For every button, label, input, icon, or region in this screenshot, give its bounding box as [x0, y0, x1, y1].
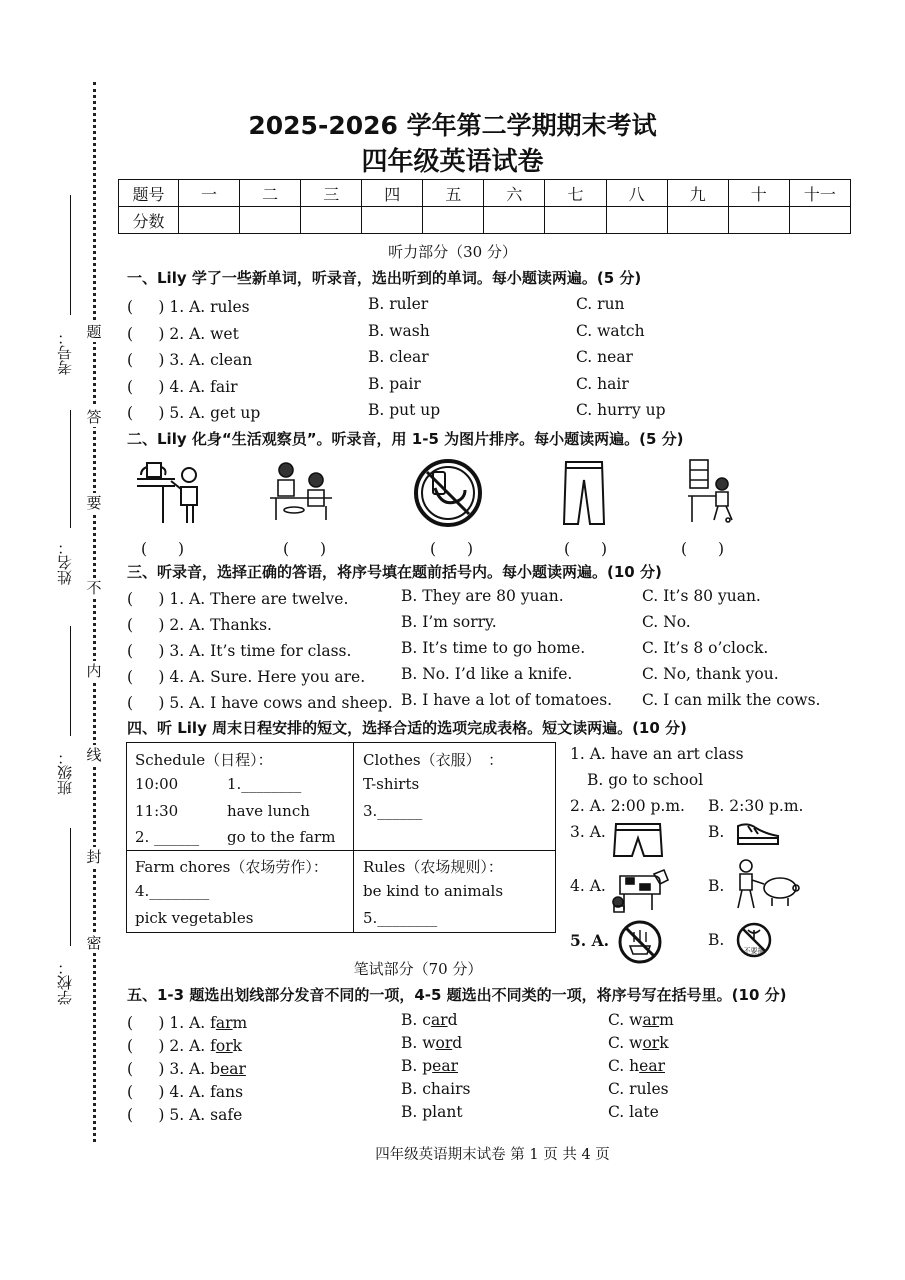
clothes-blank-3[interactable]: 3.______ — [363, 802, 423, 820]
score-cell[interactable] — [728, 207, 789, 234]
boy-with-pig-icon — [734, 858, 802, 912]
s1-q2-a[interactable]: ( ) 2. A. wet — [127, 325, 239, 343]
score-cell[interactable] — [240, 207, 301, 234]
s1-q1-c: C. run — [576, 295, 625, 313]
s4-opt4-a: 4. A. — [570, 877, 606, 895]
s4-opt5-a: 5. A. — [570, 931, 609, 950]
score-header-cell: 三 — [301, 180, 362, 207]
margin-char: 不 — [86, 579, 102, 597]
kettle-boy-icon — [135, 457, 205, 525]
milking-cow-icon — [612, 866, 672, 914]
schedule-activity-3: go to the farm — [227, 828, 336, 846]
score-header-cell: 五 — [423, 180, 484, 207]
score-cell[interactable] — [362, 207, 423, 234]
listening-header: 听力部分（30 分） — [388, 243, 517, 261]
girl-at-desk-icon — [686, 458, 736, 524]
family-dinner-icon — [268, 460, 334, 522]
s2-bracket-5[interactable]: ( ) — [681, 540, 725, 558]
s4-opt1-b: B. go to school — [587, 771, 704, 789]
class-label: 班级： — [56, 750, 74, 795]
schedule-blank-1[interactable]: 1.________ — [227, 775, 302, 793]
trousers-icon — [562, 460, 606, 526]
s5-q4-b: B. chairs — [401, 1080, 471, 1098]
no-phone-sign-icon — [413, 458, 483, 528]
score-header-cell: 十 — [728, 180, 789, 207]
s3-q3-b: B. It’s time to go home. — [401, 639, 586, 657]
name-line — [70, 410, 71, 528]
rules-head: Rules（农场规则）： — [363, 858, 503, 876]
s3-q4-c: C. No, thank you. — [642, 665, 779, 683]
s3-q3-c: C. It’s 8 o’clock. — [642, 639, 769, 657]
name-label: 姓名： — [56, 540, 74, 585]
s5-q3-a[interactable]: ( ) 3. A. bear — [127, 1060, 246, 1078]
s4-opt2-b: B. 2:30 p.m. — [708, 797, 804, 815]
school-line — [70, 828, 71, 946]
s1-q2-b: B. wash — [368, 322, 430, 340]
section3-title: 三、听录音，选择正确的答语，将序号填在题前括号内。每小题读两遍。(10 分) — [127, 563, 662, 581]
score-header-cell: 九 — [667, 180, 728, 207]
s1-q3-b: B. clear — [368, 348, 429, 366]
s5-q5-b: B. plant — [401, 1103, 463, 1121]
score-header-cell: 十一 — [789, 180, 850, 207]
s5-q3-b: B. pear — [401, 1057, 458, 1075]
margin-char: 要 — [86, 494, 102, 512]
s3-q1-c: C. It’s 80 yuan. — [642, 587, 761, 605]
s1-q5-a[interactable]: ( ) 5. A. get up — [127, 404, 261, 422]
margin-char: 封 — [86, 848, 102, 866]
rules-item-1: be kind to animals — [363, 882, 504, 900]
score-header-cell: 一 — [179, 180, 240, 207]
margin-char: 线 — [86, 746, 102, 764]
score-cell[interactable] — [789, 207, 850, 234]
s2-bracket-4[interactable]: ( ) — [564, 540, 608, 558]
s1-q4-c: C. hair — [576, 375, 629, 393]
page-footer: 四年级英语期末试卷 第 1 页 共 4 页 — [375, 1147, 610, 1163]
s4-opt2-a: 2. A. 2:00 p.m. — [570, 797, 685, 815]
s2-bracket-1[interactable]: ( ) — [141, 540, 185, 558]
exam-number-label: 考号： — [56, 330, 74, 375]
section5-title: 五、1-3 题选出划线部分发音不同的一项，4-5 题选出不同类的一项，将序号写在括号里。(10 分) — [127, 986, 787, 1004]
score-table — [118, 179, 851, 234]
clothes-head: Clothes（衣服） ： — [363, 751, 504, 769]
margin-char: 内 — [86, 662, 102, 680]
class-line — [70, 626, 71, 736]
s5-q4-c: C. rules — [608, 1080, 669, 1098]
s5-q3-c: C. hear — [608, 1057, 665, 1075]
s1-q5-b: B. put up — [368, 401, 441, 419]
section4-title: 四、听 Lily 周末日程安排的短文，选择合适的选项完成表格。短文读两遍。(10 分) — [127, 719, 687, 737]
section2-title: 二、Lily 化身“生活观察员”。听录音，用 1-5 为图片排序。每小题读两遍。(5 分) — [127, 430, 684, 448]
s1-q5-c: C. hurry up — [576, 401, 666, 419]
s1-q2-c: C. watch — [576, 322, 645, 340]
s5-q4-a[interactable]: ( ) 4. A. fans — [127, 1083, 244, 1101]
s3-q5-b: B. I have a lot of tomatoes. — [401, 691, 613, 709]
score-header-cell: 七 — [545, 180, 606, 207]
exam-title-line2: 四年级英语试卷 — [361, 147, 544, 177]
s3-q5-c: C. I can milk the cows. — [642, 691, 821, 709]
s1-q1-b: B. ruler — [368, 295, 429, 313]
s5-q1-b: B. card — [401, 1011, 458, 1029]
s3-q1-a[interactable]: ( ) 1. A. There are twelve. — [127, 590, 349, 608]
s5-q2-b: B. word — [401, 1034, 463, 1052]
s5-q5-a[interactable]: ( ) 5. A. safe — [127, 1106, 243, 1124]
s3-q5-a[interactable]: ( ) 5. A. I have cows and sheep. — [127, 694, 393, 712]
score-cell[interactable] — [484, 207, 545, 234]
s3-q3-a[interactable]: ( ) 3. A. It’s time for class. — [127, 642, 352, 660]
s5-q1-a[interactable]: ( ) 1. A. farm — [127, 1014, 248, 1032]
sign-caption: 不要摘 — [743, 947, 765, 955]
schedule-time-2: 11:30 — [135, 802, 179, 820]
clothes-item-1: T-shirts — [363, 775, 420, 793]
score-cell[interactable] — [545, 207, 606, 234]
section1-title: 一、Lily 学了一些新单词，听录音，选出听到的单词。每小题读两遍。(5 分) — [127, 269, 642, 287]
s4-opt3-a: 3. A. — [570, 823, 606, 841]
score-header-cell: 二 — [240, 180, 301, 207]
score-header-cell: 题号 — [119, 180, 179, 207]
sneaker-icon — [734, 818, 782, 848]
school-label: 学校： — [56, 960, 74, 1005]
do-not-pick-sign-icon — [736, 922, 772, 958]
margin-char: 密 — [86, 934, 102, 952]
score-header-cell: 八 — [606, 180, 667, 207]
schedule-blank-2[interactable]: 2. ______ — [135, 828, 200, 846]
shorts-icon — [612, 820, 664, 860]
s1-q3-a[interactable]: ( ) 3. A. clean — [127, 351, 253, 369]
s5-q5-c: C. late — [608, 1103, 659, 1121]
s3-q2-b: B. I’m sorry. — [401, 613, 497, 631]
schedule-table — [126, 742, 556, 933]
s4-opt1-a: 1. A. have an art class — [570, 745, 744, 763]
chores-item-2: pick vegetables — [135, 909, 254, 927]
schedule-time-1: 10:00 — [135, 775, 179, 793]
rules-blank-5[interactable]: 5.________ — [363, 909, 438, 927]
margin-char: 题 — [86, 323, 102, 341]
s2-bracket-3[interactable]: ( ) — [430, 540, 474, 558]
score-cell[interactable] — [301, 207, 362, 234]
score-header-cell: 四 — [362, 180, 423, 207]
s2-bracket-2[interactable]: ( ) — [283, 540, 327, 558]
s1-q3-c: C. near — [576, 348, 633, 366]
s3-q4-b: B. No. I’d like a knife. — [401, 665, 573, 683]
score-cell[interactable] — [667, 207, 728, 234]
exam-title-line1: 2025-2026 学年第二学期期末考试 — [248, 111, 657, 140]
chores-head: Farm chores（农场劳作）： — [135, 858, 328, 876]
s3-q2-c: C. No. — [642, 613, 691, 631]
score-cell[interactable] — [606, 207, 667, 234]
score-header-cell: 六 — [484, 180, 545, 207]
s5-q1-c: C. warm — [608, 1011, 674, 1029]
score-cell[interactable] — [423, 207, 484, 234]
margin-char: 答 — [86, 408, 102, 426]
s5-q2-a[interactable]: ( ) 2. A. fork — [127, 1037, 243, 1055]
writing-header: 笔试部分（70 分） — [353, 960, 483, 978]
s3-q4-a[interactable]: ( ) 4. A. Sure. Here you are. — [127, 668, 366, 686]
s4-opt4-b: B. — [708, 877, 725, 895]
schedule-activity-2: have lunch — [227, 802, 310, 820]
s3-q2-a[interactable]: ( ) 2. A. Thanks. — [127, 616, 272, 634]
chores-blank-4[interactable]: 4.________ — [135, 882, 210, 900]
s1-q4-b: B. pair — [368, 375, 421, 393]
s1-q1-a[interactable]: ( ) 1. A. rules — [127, 298, 250, 316]
s1-q4-a[interactable]: ( ) 4. A. fair — [127, 378, 238, 396]
schedule-head: Schedule（日程）： — [135, 751, 273, 769]
s3-q1-b: B. They are 80 yuan. — [401, 587, 564, 605]
s5-q2-c: C. work — [608, 1034, 669, 1052]
score-cell[interactable] — [179, 207, 240, 234]
s4-opt3-b: B. — [708, 823, 725, 841]
score-row-label: 分数 — [119, 207, 179, 234]
s4-opt5-b: B. — [708, 931, 725, 949]
